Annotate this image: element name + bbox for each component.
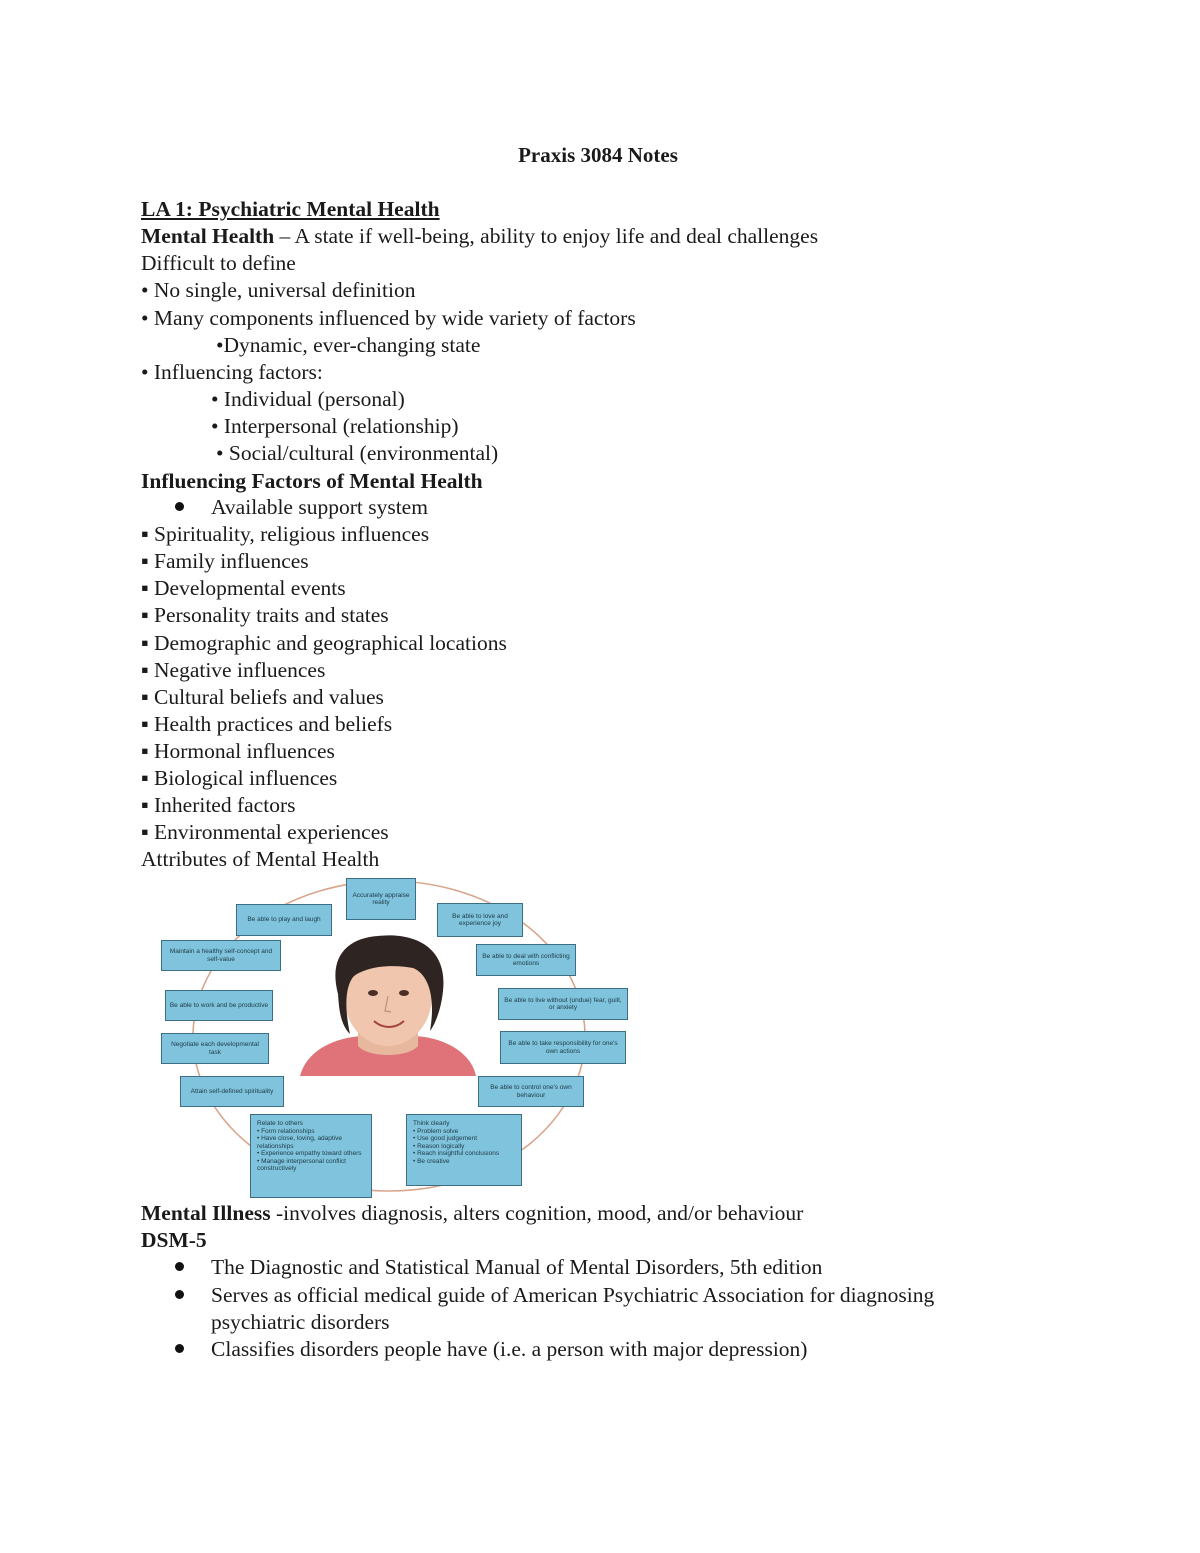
difficult-to-define: Difficult to define (141, 251, 296, 275)
list-item: ▪ Inherited factors (141, 793, 296, 817)
bullet-dot (175, 502, 184, 511)
bullet-social-cultural: • Social/cultural (environmental) (216, 441, 499, 465)
attribute-box-appraise-reality: Accurately appraise reality (346, 878, 416, 920)
attribute-box-play-laugh: Be able to play and laugh (236, 904, 332, 936)
bullet-influencing-factors: • Influencing factors: (141, 360, 323, 384)
mental-illness-term: Mental Illness (141, 1201, 271, 1225)
bullet-dot (175, 1290, 184, 1299)
bullet-dot (175, 1344, 184, 1353)
list-item: ▪ Health practices and beliefs (141, 712, 393, 736)
mental-illness-definition (141, 1200, 803, 1227)
list-item: ▪ Spirituality, religious influences (141, 522, 430, 546)
attribute-box-spirituality: Attain self-defined spirituality (180, 1076, 284, 1107)
bullet-no-single-definition: • No single, universal definition (141, 278, 416, 302)
list-item: ▪ Biological influences (141, 766, 338, 790)
bullet-interpersonal: • Interpersonal (relationship) (211, 414, 459, 438)
attribute-box-responsibility: Be able to take responsibility for one's own actions (500, 1031, 626, 1064)
mental-health-definition-text: – A state if well-being, ability to enjoy life and deal challenges (274, 224, 819, 248)
attributes-diagram (158, 876, 630, 1200)
dsm-heading: DSM-5 (141, 1228, 207, 1252)
list-item: ▪ Environmental experiences (141, 820, 389, 844)
attributes-label: Attributes of Mental Health (141, 847, 380, 871)
attribute-box-work-productive: Be able to work and be productive (165, 990, 273, 1021)
mental-health-definition (141, 223, 818, 250)
list-item-support-system: Available support system (211, 495, 428, 519)
attribute-box-conflicting-emotions: Be able to deal with conflicting emotions (476, 944, 576, 976)
list-item: ▪ Family influences (141, 549, 309, 573)
bullet-many-components: • Many components influenced by wide variety of factors (141, 306, 636, 330)
list-item: ▪ Negative influences (141, 658, 326, 682)
bullet-individual: • Individual (personal) (211, 387, 405, 411)
attribute-box-relate-to-others: Relate to others • Form relationships • Have close, loving, adaptive relationships • Experience empathy toward others • Manage interpersonal conflict constructively (250, 1114, 372, 1198)
dsm-bullet-classifies: Classifies disorders people have (i.e. a person with major depression) (211, 1337, 808, 1361)
bullet-dot (175, 1262, 184, 1271)
list-item: ▪ Cultural beliefs and values (141, 685, 384, 709)
attribute-box-think-clearly: Think clearly • Problem solve • Use good judgement • Reason logically • Reach insightful conclusions • Be creative (406, 1114, 522, 1186)
list-item: ▪ Developmental events (141, 576, 346, 600)
dsm-bullet-official-guide-cont: psychiatric disorders (211, 1310, 390, 1334)
influencing-factors-heading: Influencing Factors of Mental Health (141, 469, 483, 493)
attribute-box-self-concept: Maintain a healthy self-concept and self-value (161, 940, 281, 971)
attribute-box-control-behaviour: Be able to control one's own behaviour (478, 1076, 584, 1107)
list-item: ▪ Personality traits and states (141, 603, 389, 627)
list-item: ▪ Demographic and geographical locations (141, 631, 507, 655)
document-title: Praxis 3084 Notes (518, 143, 678, 167)
dsm-bullet-official-guide: Serves as official medical guide of American Psychiatric Association for diagnosing (211, 1283, 935, 1307)
section-heading-la1: LA 1: Psychiatric Mental Health (141, 197, 440, 221)
mental-health-term: Mental Health (141, 224, 275, 248)
attribute-box-developmental-task: Negotiate each developmental task (161, 1033, 269, 1064)
list-item: ▪ Hormonal influences (141, 739, 335, 763)
mental-illness-definition-text: -involves diagnosis, alters cognition, mood, and/or behaviour (270, 1201, 804, 1225)
dsm-bullet-manual: The Diagnostic and Statistical Manual of Mental Disorders, 5th edition (211, 1255, 823, 1279)
attribute-box-live-without-fear: Be able to live without (undue) fear, guilt, or anxiety (498, 988, 628, 1020)
bullet-dynamic-state: •Dynamic, ever-changing state (216, 333, 481, 357)
attribute-box-love-joy: Be able to love and experience joy (437, 903, 523, 937)
woman-illustration (300, 935, 476, 1076)
